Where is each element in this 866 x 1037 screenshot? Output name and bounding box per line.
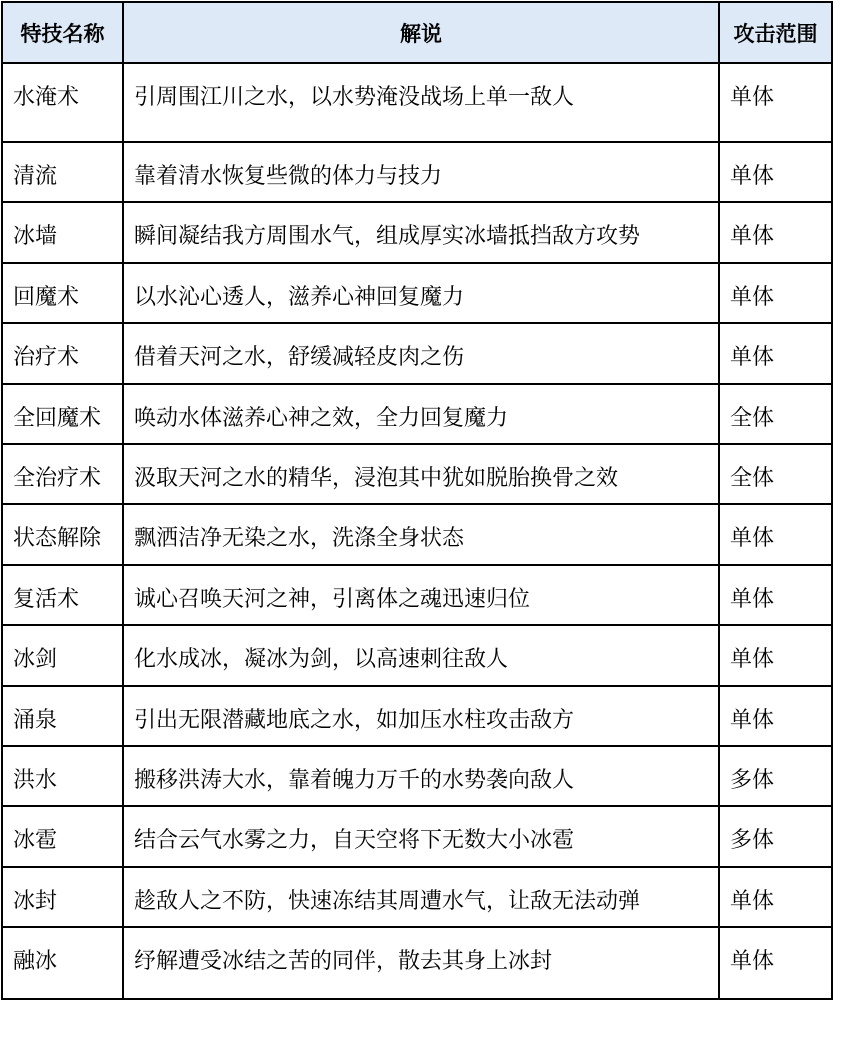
table-row: [2, 323, 832, 383]
table-row: [2, 384, 832, 444]
attack-range-cell: 单体: [719, 63, 832, 142]
description-cell: 引周围江川之水，以水势淹没战场上单一敌人: [123, 63, 719, 142]
attack-range-cell: 单体: [719, 867, 832, 927]
attack-range-cell: 单体: [719, 927, 832, 999]
attack-range-cell: 单体: [719, 263, 832, 323]
skill-name-cell: 回魔术: [2, 263, 123, 323]
attack-range-cell: 多体: [719, 806, 832, 866]
table-row: [2, 686, 832, 746]
skill-table: [1, 1, 833, 1000]
description-cell: 结合云气水雾之力，自天空将下无数大小冰雹: [123, 806, 719, 866]
attack-range-cell: 单体: [719, 565, 832, 625]
header-description: 解说: [123, 2, 719, 63]
table-row: [2, 565, 832, 625]
description-cell: 趁敌人之不防，快速冻结其周遭水气，让敌无法动弹: [123, 867, 719, 927]
attack-range-cell: 单体: [719, 142, 832, 202]
attack-range-cell: 单体: [719, 323, 832, 383]
skill-name-cell: 清流: [2, 142, 123, 202]
description-cell: 瞬间凝结我方周围水气，组成厚实冰墙抵挡敌方攻势: [123, 202, 719, 262]
attack-range-cell: 单体: [719, 504, 832, 564]
attack-range-cell: 单体: [719, 202, 832, 262]
description-cell: 汲取天河之水的精华，浸泡其中犹如脱胎换骨之效: [123, 444, 719, 504]
skill-name-cell: 治疗术: [2, 323, 123, 383]
table-row: [2, 202, 832, 262]
attack-range-cell: 多体: [719, 746, 832, 806]
skill-name-cell: 水淹术: [2, 63, 123, 142]
description-cell: 以水沁心透人，滋养心神回复魔力: [123, 263, 719, 323]
description-cell: 唤动水体滋养心神之效，全力回复魔力: [123, 384, 719, 444]
header-skill-name: 特技名称: [2, 2, 123, 63]
skill-name-cell: 冰雹: [2, 806, 123, 866]
table-row: [2, 63, 832, 142]
table-row: [2, 746, 832, 806]
description-cell: 引出无限潜藏地底之水，如加压水柱攻击敌方: [123, 686, 719, 746]
description-cell: 靠着清水恢复些微的体力与技力: [123, 142, 719, 202]
table-row: [2, 444, 832, 504]
skill-name-cell: 全治疗术: [2, 444, 123, 504]
header-attack-range: 攻击范围: [719, 2, 832, 63]
skill-name-cell: 全回魔术: [2, 384, 123, 444]
skill-name-cell: 洪水: [2, 746, 123, 806]
skill-name-cell: 融冰: [2, 927, 123, 999]
description-cell: 借着天河之水，舒缓减轻皮肉之伤: [123, 323, 719, 383]
attack-range-cell: 全体: [719, 384, 832, 444]
description-cell: 飘洒洁净无染之水，洗涤全身状态: [123, 504, 719, 564]
skill-name-cell: 复活术: [2, 565, 123, 625]
skill-name-cell: 状态解除: [2, 504, 123, 564]
description-cell: 化水成冰，凝冰为剑，以高速刺往敌人: [123, 625, 719, 685]
table-row: [2, 867, 832, 927]
table-row: [2, 504, 832, 564]
skill-name-cell: 冰墙: [2, 202, 123, 262]
description-cell: 纾解遭受冰结之苦的同伴，散去其身上冰封: [123, 927, 719, 999]
table-row: [2, 806, 832, 866]
table-row: [2, 263, 832, 323]
skill-name-cell: 涌泉: [2, 686, 123, 746]
table-row: [2, 625, 832, 685]
description-cell: 诚心召唤天河之神，引离体之魂迅速归位: [123, 565, 719, 625]
table-row: [2, 142, 832, 202]
table-row: [2, 927, 832, 999]
header-row: [2, 2, 832, 63]
attack-range-cell: 全体: [719, 444, 832, 504]
description-cell: 搬移洪涛大水，靠着魄力万千的水势袭向敌人: [123, 746, 719, 806]
skill-name-cell: 冰剑: [2, 625, 123, 685]
attack-range-cell: 单体: [719, 686, 832, 746]
attack-range-cell: 单体: [719, 625, 832, 685]
skill-name-cell: 冰封: [2, 867, 123, 927]
